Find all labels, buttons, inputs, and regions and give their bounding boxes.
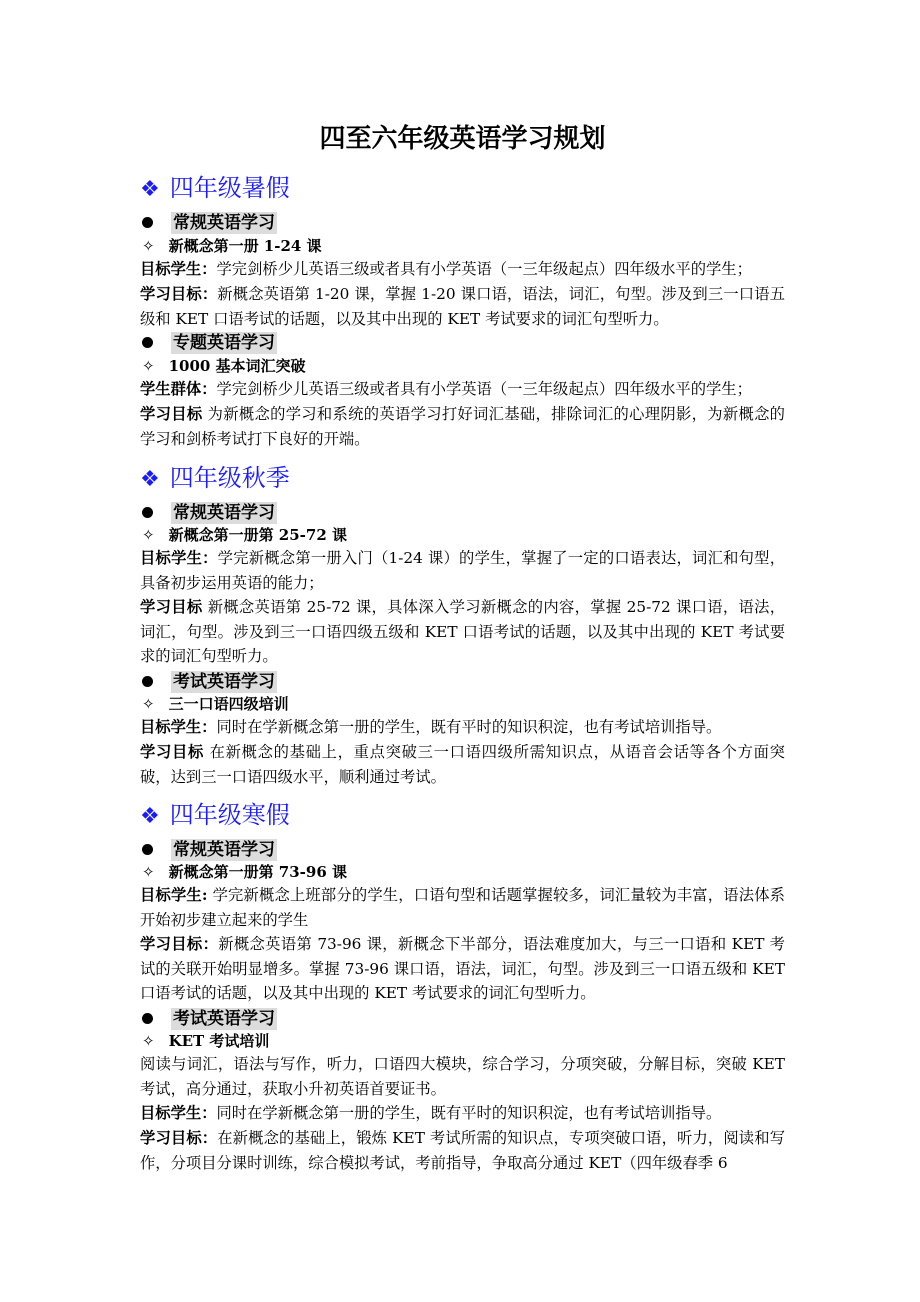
round-bullet-icon bbox=[142, 217, 153, 228]
paragraph: 学生群体：学完剑桥少儿英语三级或者具有小学英语（一三年级起点）四年级水平的学生； bbox=[140, 380, 752, 398]
section-heading-autumn: ❖ 四年级秋季 bbox=[140, 464, 290, 492]
category-heading: 常规英语学习 bbox=[140, 835, 277, 860]
course-heading: ✧ 三一口语四级培训 bbox=[142, 695, 289, 713]
round-bullet-icon bbox=[142, 337, 153, 348]
round-bullet-icon bbox=[142, 507, 153, 518]
paragraph: 目标学生：学完新概念第一册入门（1-24 课）的学生，掌握了一定的口语表达，词汇和句型，具备初步运用英语的能力； bbox=[140, 549, 785, 592]
paragraph: 目标学生：同时在学新概念第一册的学生，既有平时的知识积淀，也有考试培训指导。 bbox=[140, 1104, 722, 1122]
paragraph: 学习目标：新概念英语第 73-96 课，新概念下半部分，语法难度加大，与三一口语和 KET 考试的关联开始明显增多。掌握 73-96 课口语，语法，词汇，句型。涉及到三一口语五级和 KET 口语考试的话题，以及其中出现的 KET 考试要求的词汇句型听力。 bbox=[140, 935, 785, 1002]
course-heading: ✧ 新概念第一册 1-24 课 bbox=[142, 237, 322, 255]
paragraph: 学习目标：在新概念的基础上，锻炼 KET 考试所需的知识点，专项突破口语，听力，阅读和写作，分项目分课时训练，综合模拟考试，考前指导，争取高分通过 KET（四年级春季 6 bbox=[140, 1129, 785, 1172]
course-heading: ✧ KET 考试培训 bbox=[142, 1032, 270, 1050]
four-point-star-icon: ✧ bbox=[142, 1032, 155, 1050]
paragraph: 目标学生：同时在学新概念第一册的学生，既有平时的知识积淀，也有考试培训指导。 bbox=[140, 718, 722, 736]
four-point-star-icon: ✧ bbox=[142, 695, 155, 713]
four-point-star-icon: ✧ bbox=[142, 237, 155, 255]
paragraph: 目标学生: 学完新概念上班部分的学生，口语句型和话题掌握较多，词汇量较为丰富，语法体系开始初步建立起来的学生 bbox=[140, 886, 785, 929]
course-heading: ✧ 新概念第一册第 73-96 课 bbox=[142, 863, 347, 881]
paragraph: 学习目标：新概念英语第 1-20 课，掌握 1-20 课口语，语法，词汇，句型。涉及到三一口语五级和 KET 口语考试的话题，以及其中出现的 KET 考试要求的词汇句型听力。 bbox=[140, 285, 785, 328]
diamond-bullet-icon: ❖ bbox=[140, 467, 160, 492]
four-point-star-icon: ✧ bbox=[142, 863, 155, 881]
four-point-star-icon: ✧ bbox=[142, 357, 155, 375]
section-heading-summer: ❖ 四年级暑假 bbox=[140, 174, 290, 202]
diamond-bullet-icon: ❖ bbox=[140, 177, 160, 202]
paragraph: 学习目标 新概念英语第 25-72 课，具体深入学习新概念的内容，掌握 25-72 课口语，语法，词汇，句型。涉及到三一口语四级五级和 KET 口语考试的话题，以及其中出现的 KET 考试要求的词汇句型听力。 bbox=[140, 598, 785, 665]
course-heading: ✧ 1000 基本词汇突破 bbox=[142, 357, 306, 375]
paragraph: 学习目标 在新概念的基础上，重点突破三一口语四级所需知识点，从语音会话等各个方面突破，达到三一口语四级水平，顺利通过考试。 bbox=[140, 743, 785, 786]
category-heading: 考试英语学习 bbox=[140, 1004, 277, 1029]
course-heading: ✧ 新概念第一册第 25-72 课 bbox=[142, 526, 347, 544]
category-heading: 常规英语学习 bbox=[140, 498, 277, 523]
paragraph: 阅读与词汇，语法与写作，听力，口语四大模块，综合学习，分项突破，分解目标，突破 KET 考试，高分通过，获取小升初英语首要证书。 bbox=[140, 1055, 785, 1098]
category-heading: 考试英语学习 bbox=[140, 667, 277, 692]
diamond-bullet-icon: ❖ bbox=[140, 804, 160, 829]
round-bullet-icon bbox=[142, 676, 153, 687]
paragraph: 学习目标 为新概念的学习和系统的英语学习打好词汇基础，排除词汇的心理阴影，为新概念的学习和剑桥考试打下良好的开端。 bbox=[140, 405, 785, 448]
paragraph: 目标学生：学完剑桥少儿英语三级或者具有小学英语（一三年级起点）四年级水平的学生； bbox=[140, 260, 752, 278]
category-heading: 常规英语学习 bbox=[140, 208, 277, 233]
four-point-star-icon: ✧ bbox=[142, 526, 155, 544]
section-heading-winter: ❖ 四年级寒假 bbox=[140, 801, 290, 829]
category-heading: 专题英语学习 bbox=[140, 328, 277, 353]
round-bullet-icon bbox=[142, 844, 153, 855]
round-bullet-icon bbox=[142, 1013, 153, 1024]
document-title: 四至六年级英语学习规划 bbox=[319, 124, 606, 154]
